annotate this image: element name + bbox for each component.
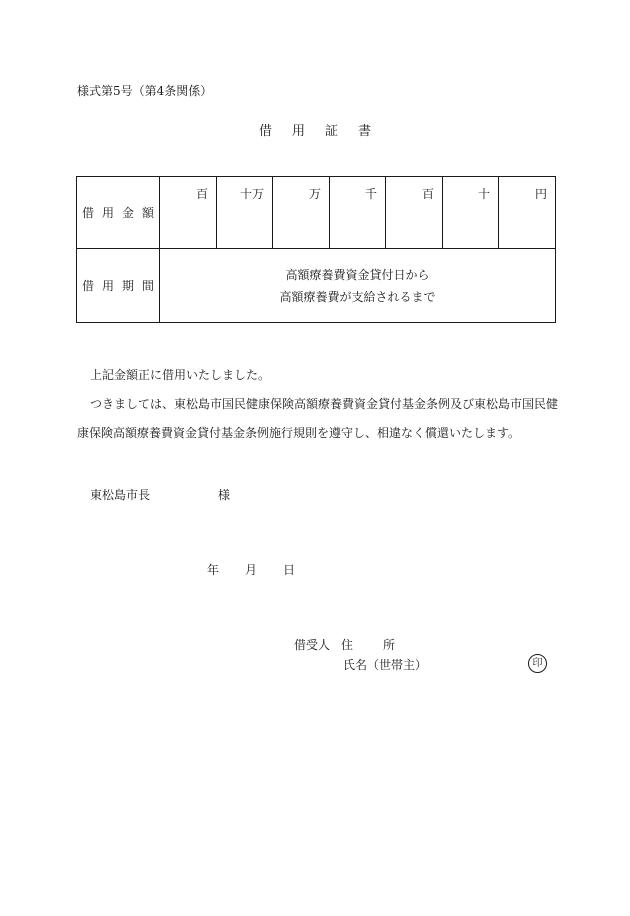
period-row bbox=[77, 249, 556, 323]
address-field[interactable]: 住 所 bbox=[341, 638, 396, 652]
unit-juu-man[interactable]: 十万 bbox=[217, 177, 273, 249]
date-line[interactable] bbox=[207, 561, 321, 578]
unit-hyaku-man[interactable]: 百 bbox=[160, 177, 217, 249]
loan-table bbox=[76, 176, 556, 323]
unit-sen[interactable]: 千 bbox=[330, 177, 386, 249]
amount-row bbox=[77, 177, 556, 249]
seal-icon: 印 bbox=[528, 654, 547, 673]
unit-hyaku[interactable]: 百 bbox=[386, 177, 443, 249]
unit-juu[interactable]: 十 bbox=[443, 177, 499, 249]
period-text bbox=[160, 249, 556, 323]
period-line-1: 高額療養費資金貸付日から bbox=[285, 267, 430, 282]
amount-label: 借 用 金 額 bbox=[77, 177, 160, 249]
period-line-2: 高額療養費が支給されるまで bbox=[279, 289, 436, 304]
title-char: 証 bbox=[325, 124, 339, 139]
form-number: 様式第5号（第4条関係） bbox=[77, 84, 213, 98]
body-paragraph-2: つきましては、東松島市国民健康保険高額療養費資金貸付基金条例及び東松島市国民健 bbox=[90, 397, 559, 411]
period-label: 借 用 期 間 bbox=[77, 249, 160, 323]
date-month: 月 bbox=[245, 563, 258, 577]
name-field[interactable]: 氏名（世帯主） bbox=[343, 658, 428, 672]
body-paragraph-3: 康保険高額療養費資金貸付基金条例施行規則を遵守し、相違なく償還いたします。 bbox=[77, 426, 521, 440]
body-paragraph-1: 上記金額正に借用いたしました。 bbox=[90, 368, 271, 382]
borrower-label: 借受人 bbox=[294, 638, 331, 652]
title-char: 用 bbox=[291, 124, 305, 139]
addressee: 東松島市長 bbox=[90, 488, 151, 502]
document-title bbox=[0, 120, 630, 139]
date-day: 日 bbox=[283, 563, 296, 577]
date-year: 年 bbox=[207, 563, 220, 577]
honorific: 様 bbox=[218, 488, 231, 502]
unit-man[interactable]: 万 bbox=[273, 177, 330, 249]
title-char: 書 bbox=[358, 124, 372, 139]
title-char: 借 bbox=[258, 124, 272, 139]
unit-en[interactable]: 円 bbox=[499, 177, 556, 249]
